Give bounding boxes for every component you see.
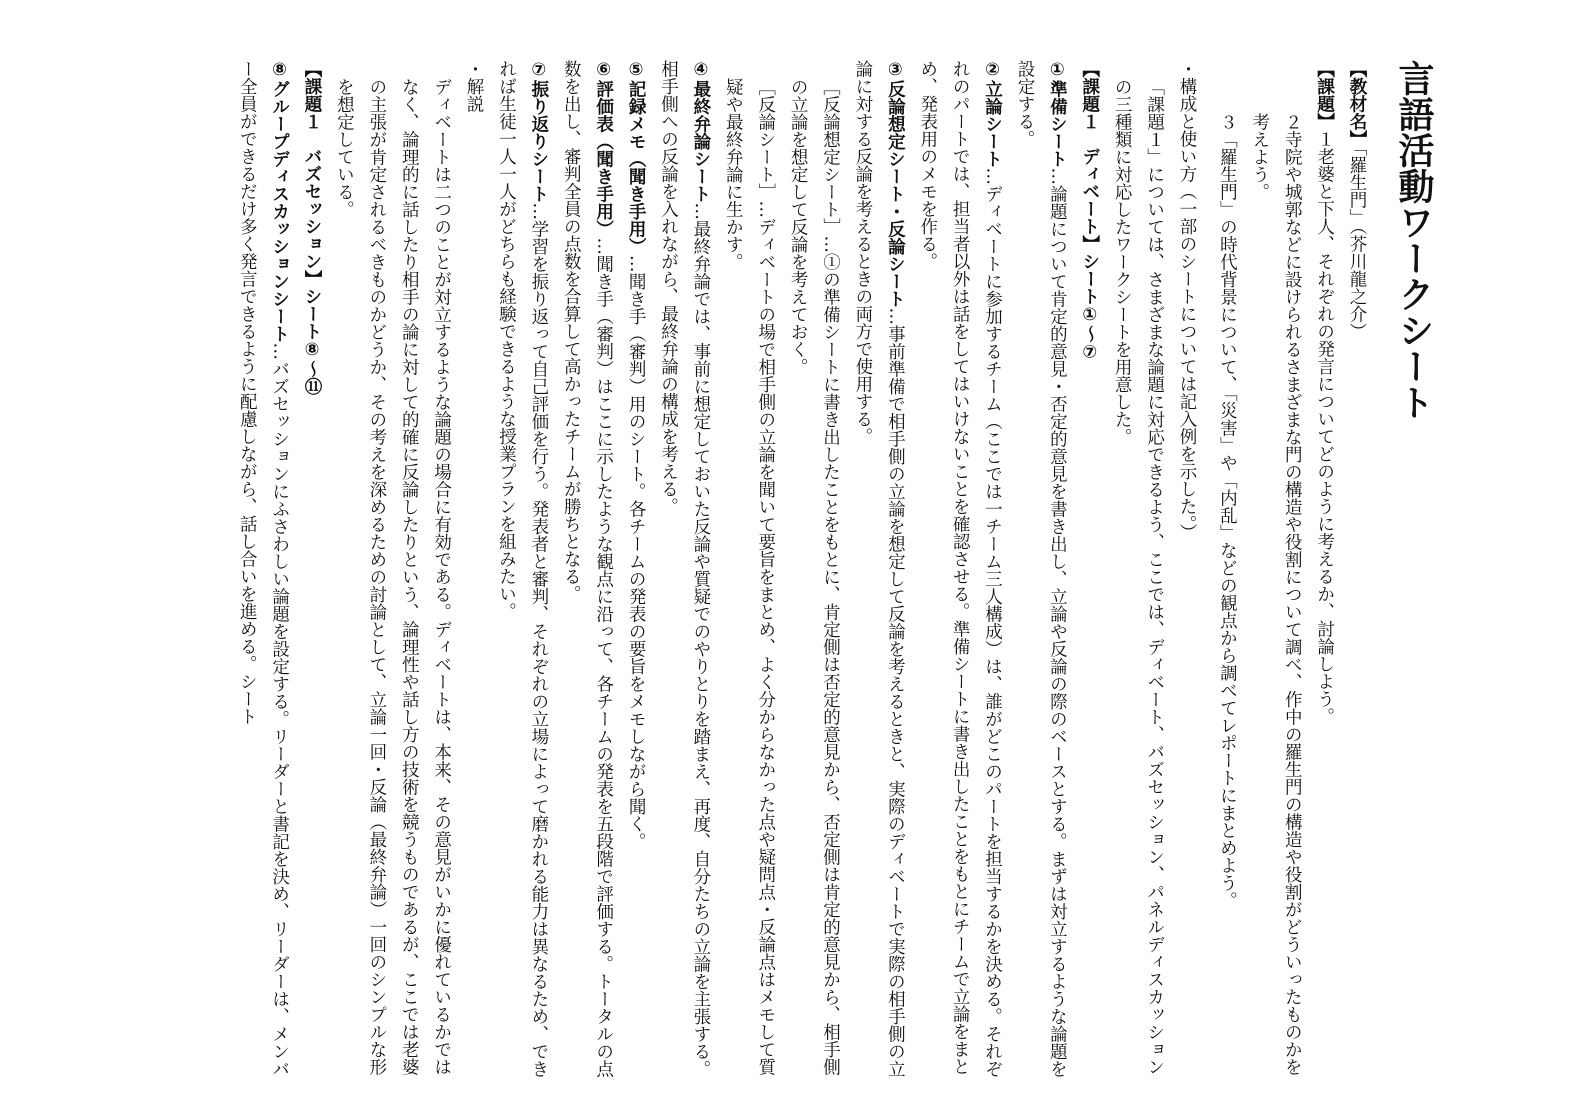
item-2-label: ②立論シート	[982, 60, 1003, 168]
material-label: 【教材名】	[1347, 60, 1367, 148]
item-5-label: ⑤記録メモ（聞き手用）	[626, 60, 647, 255]
item-7-label: ⑦振り返りシート	[528, 60, 549, 203]
item-6-text: …聞き手（審判）はここに示したような観点に沿って、各チームの発表を五段階で評価する。トータルの点数を出し、審判全員の点数を合算して高かったチームが勝ちとなる。	[561, 60, 614, 1078]
item-3b-text: …ディベートの場で相手側の立論を聞いて要旨をまとめ、よく分からなかった点や疑問点・反論点はメモして質疑や最終弁論に生かす。	[723, 77, 776, 1075]
task-line-1	[1308, 60, 1340, 1080]
task-line-3	[1211, 60, 1243, 1080]
debate-item-3a	[782, 60, 847, 1080]
material-text: 「羅生門」（芥川龍之介）	[1347, 147, 1367, 340]
debate-item-3b	[717, 60, 782, 1080]
debate-item-6	[555, 60, 620, 1080]
buzz-item-8	[231, 60, 296, 1080]
item-3a-text: …①の準備シートに書き出したことをもとに、肯定側は否定的意見から、否定側は肯定的意見から、相手側の立論を想定して反論を考えておく。	[788, 77, 841, 1075]
item-4-label: ④最終弁論シート	[690, 60, 711, 203]
debate-item-3	[847, 60, 912, 1080]
debate-item-5	[620, 60, 652, 1080]
item-3-text: …事前準備で相手側の立論を想定して反論を考えるときと、実際のディベートで実際の相手側の立論に対する反論を考えるときの両方で使用する。	[852, 60, 906, 1078]
structure-heading: ・構成と使い方（一部のシートについては記入例を示した。）	[1176, 60, 1197, 542]
task-2-text: ２寺院や城郭などに設けられるさまざまな門の構造や役割について調べ、作中の羅生門の構造や役割がどういったものかを考えよう。	[1249, 112, 1303, 1075]
item-4-text: …最終弁論では、事前に想定しておいた反論や質疑でのやりとりを踏まえ、再度、自分たちの立論を主張する。相手側への反論を入れながら、最終弁論の構成を考える。	[658, 60, 711, 1078]
item-1-text: …論題について肯定的意見・否定的意見を書き出し、立論や反論の際のベースとする。まずは対立するような論題を設定する。	[1014, 60, 1068, 1078]
structure-intro: 「課題１」については、さまざまな論題に対応できるよう、ここでは、ディベート、バズセッション、パネルディスカッションの三種類に対応したワークシートを用意した。	[1112, 77, 1165, 1075]
debate-item-1	[1009, 60, 1074, 1080]
task-label: 【課題】	[1314, 60, 1335, 130]
worksheet-document	[105, 60, 1445, 1080]
buzz-section-heading: 【課題１ バズセッション】シート⑧～⑪	[302, 60, 322, 395]
item-2-text: …ディベートに参加するチーム（ここでは一チーム三人構成）は、誰がどこのパートを担当するかを決める。それぞれのパートでは、担当者以外は話をしてはいけないことを確認させる。準備シートに書き出したことをもとにチームで立論をまとめ、発表用のメモを作る。	[917, 60, 1003, 1078]
material-line	[1341, 60, 1373, 1080]
page-title: 言語活動ワークシート	[1393, 60, 1434, 420]
item-1-label: ①準備シート	[1047, 60, 1068, 168]
item-5-text: …聞き手（審判）用のシート。各チームの発表の要旨をメモしながら聞く。	[626, 255, 647, 850]
item-8-text: …バズセッションにふさわしい論題を設定する。リーダーと書記を決め、リーダーは、メンバー全員ができるだけ多く発言できるように配慮しながら、話し合いを進める。シート	[237, 60, 290, 1078]
item-3b-label: ［反論シート］	[755, 77, 776, 200]
item-8-label: ⑧グループディスカッションシート	[269, 60, 290, 343]
task-3-text: ３「羅生門」の時代背景について、「災害」や「内乱」などの観点から調べてレポートにまとめよう。	[1217, 112, 1238, 909]
item-3-label: ③反論想定シート・反論シート	[885, 60, 906, 308]
commentary-heading: ・解説	[464, 60, 485, 113]
debate-item-2	[911, 60, 1008, 1080]
task-1-text: １老婆と下人、それぞれの発言についてどのように考えるか、討論しよう。	[1314, 130, 1335, 725]
item-6-label: ⑥評価表（聞き手用）	[593, 60, 614, 238]
task-line-2	[1243, 60, 1308, 1080]
debate-item-4	[652, 60, 717, 1080]
item-7-text: …学習を振り返って自己評価を行う。発表者と審判、それぞれの立場によって磨かれる能力は異なるため、できれば生徒一人一人がどちらも経験できるような授業プランを組みたい。	[496, 60, 549, 1078]
debate-section-heading: 【課題１ ディベート】シート①～⑦	[1079, 60, 1100, 363]
item-3a-label: ［反論想定シート］	[820, 77, 841, 235]
commentary-text: ディベートは二つのことが対立するような論題の場合に有効である。ディベートは、本来、その意見がいかに優れているかではなく、論理的に話したり相手の論に対して的確に反論したりという、論理性や話し方の技術を競うものであるが、ここでは老婆の主張が肯定されるべきものかどうか、その考えを深めるための討論として、立論一回・反論（最終弁論）一回のシンプルな形を想定している。	[334, 77, 452, 1075]
debate-item-7	[490, 60, 555, 1080]
